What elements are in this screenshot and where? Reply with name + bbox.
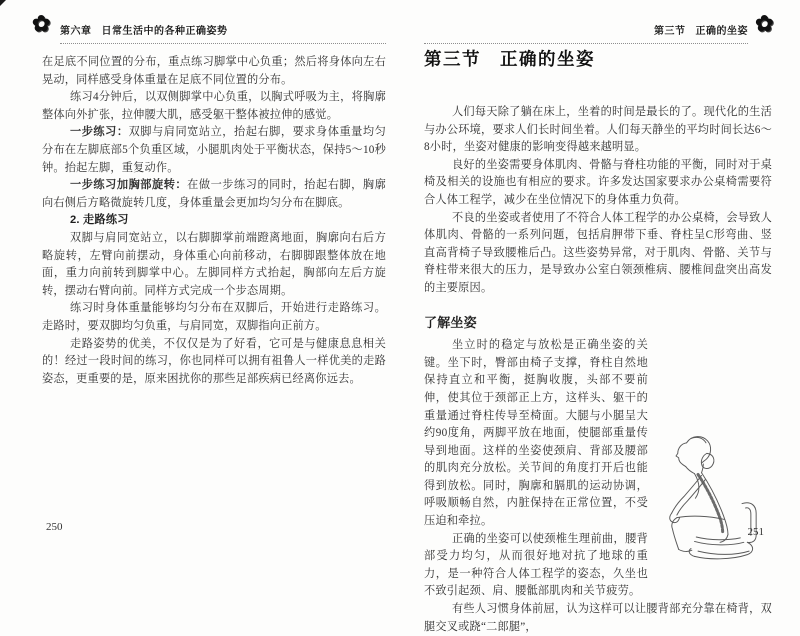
section-label: 第三节 (654, 26, 686, 37)
subsection-heading: 了解坐姿 (424, 314, 477, 330)
paragraph: 在足底不同位置的分布，重点练习脚掌中心负重；然后将身体向左右晃动，同样感受身体重量在足底不同位置的分布。 (42, 56, 386, 86)
paragraph: 人们每天除了躺在床上，坐着的时间是最长的了。现代化的生活与办公环境，要求人们长时间坐着。人们每天静坐的平均时间长达6～8小时，坐姿对健康的影响变得越来越明显。 (424, 106, 772, 154)
paragraph: 良好的坐姿需要身体肌肉、骨骼与脊柱功能的平衡，同时对于桌椅及相关的设施也有相应的要求。许多发达国家要求办公桌椅需要符合人体工程学，减少在坐位情况下的身体重力负荷。 (424, 158, 772, 206)
seated-woman-line-drawing (654, 418, 772, 568)
page-right (400, 0, 800, 633)
paragraph (42, 124, 386, 177)
paragraph-text: 双脚与肩同宽站立，抬起右脚，要求身体重量均匀分布在左脚底部5个负重区域，小腿肌肉处于平衡状态，保持5～10秒钟。抬起左脚，重复动作。 (42, 126, 386, 174)
section-title: 第三节 正确的坐姿 (424, 49, 595, 69)
seated-posture-illustration (654, 418, 772, 568)
paragraph: 练习时身体重量能够均匀分布在双脚后，开始进行走路练习。走路时，要双脚均匀负重，与肩同宽，双脚指向正前方。 (42, 302, 386, 332)
paragraph: 正确的坐姿可以使颈椎生理前曲，腰背部受力均匀，从而很好地对抗了地球的重力，是一种符合人体工程学的姿态，久坐也不致引起颈、肩、腰骶部肌肉和关节疲劳。 (424, 532, 648, 598)
chapter-label: 第六章 (60, 26, 92, 37)
paragraph: 练习4分钟后，以双侧脚掌中心负重，以胸式呼吸为主，将胸廓整体向外扩张，拉伸腰大肌，感受躯干整体被拉伸的感觉。 (42, 91, 386, 121)
paragraph: 坐立时的稳定与放松是正确坐姿的关键。坐下时，臀部由椅子支撑，脊柱自然地保持直立和平衡，挺胸收腹，头部不要前伸，使其位于颈部正上方，这样头、躯干的重量通过脊柱传导至椅面。大腿与小腿呈大约90度角，两脚平放在地面，使腿部重量传导到地面。这样的坐姿使颈肩、背部及腰部的肌肉充分放松。关节间的角度打开后也能得到放松。同时，胸廓和膈肌的运动协调，呼吸顺畅自然，内脏保持在正常位置，不受压迫和牵拉。 (424, 339, 648, 528)
paragraph: 双脚与肩同宽站立，以右脚脚掌前端蹬离地面，胸廓向右后方略旋转，左臂向前摆动，身体重心向前移动，右脚脚跟整体放在地面，重力向前转到脚掌中心。左脚同样方式抬起，胸部向左后方旋转，摆动右臂向前。同样方式完成一个步态周期。 (42, 231, 386, 297)
flower-ornament-icon: ✿ (32, 11, 51, 36)
run-in-heading: 一步练习： (70, 126, 129, 139)
flower-ornament-icon: ✿ (755, 11, 774, 36)
paragraph: 走路姿势的优美，不仅仅是为了好看，它可是与健康息息相关的！经过一段时间的练习，你也同样可以拥有祖鲁人一样优美的走路姿态，更重要的是，原来困扰你的那些足部疾病已经离你远去。 (42, 337, 386, 385)
left-page-body (42, 54, 386, 388)
page-number-right: 251 (747, 526, 764, 538)
right-running-header (424, 11, 774, 44)
page-left (0, 0, 400, 565)
section-title-small: 正确的坐姿 (695, 26, 748, 37)
left-running-header (32, 11, 386, 44)
know-sitting-section (424, 314, 772, 636)
paragraph: 不良的坐姿或者使用了不符合人体工程学的办公桌椅，会导致人体肌肉、骨骼的一系列问题，包括肩胛带下垂、脊柱呈C形弯曲、竖直高背椅子导致腰椎后凸。这些姿势异常，对于肌肉、骨骼、关节与脊柱带来很大的压力，是导致办公室白领颈椎病、腰椎间盘突出高发的主要原因。 (424, 211, 772, 294)
paragraph (42, 177, 386, 212)
page-number-left: 250 (46, 521, 63, 533)
paragraph-text: 在做一步练习的同时，抬起右脚，胸廓向右侧后方略微旋转几度，身体重量会更加均匀分布在脚底。 (42, 179, 386, 209)
walk-practice-heading: 2. 走路练习 (70, 214, 129, 227)
right-page-body (424, 104, 772, 636)
chapter-title: 日常生活中的各种正确姿势 (101, 26, 228, 37)
paragraph: 有些人习惯身体前屈，认为这样可以让腰背部充分靠在椅背，双腿交叉或跷“二郎腿”， (424, 603, 772, 633)
run-in-heading: 一步练习加胸部旋转： (70, 179, 188, 192)
